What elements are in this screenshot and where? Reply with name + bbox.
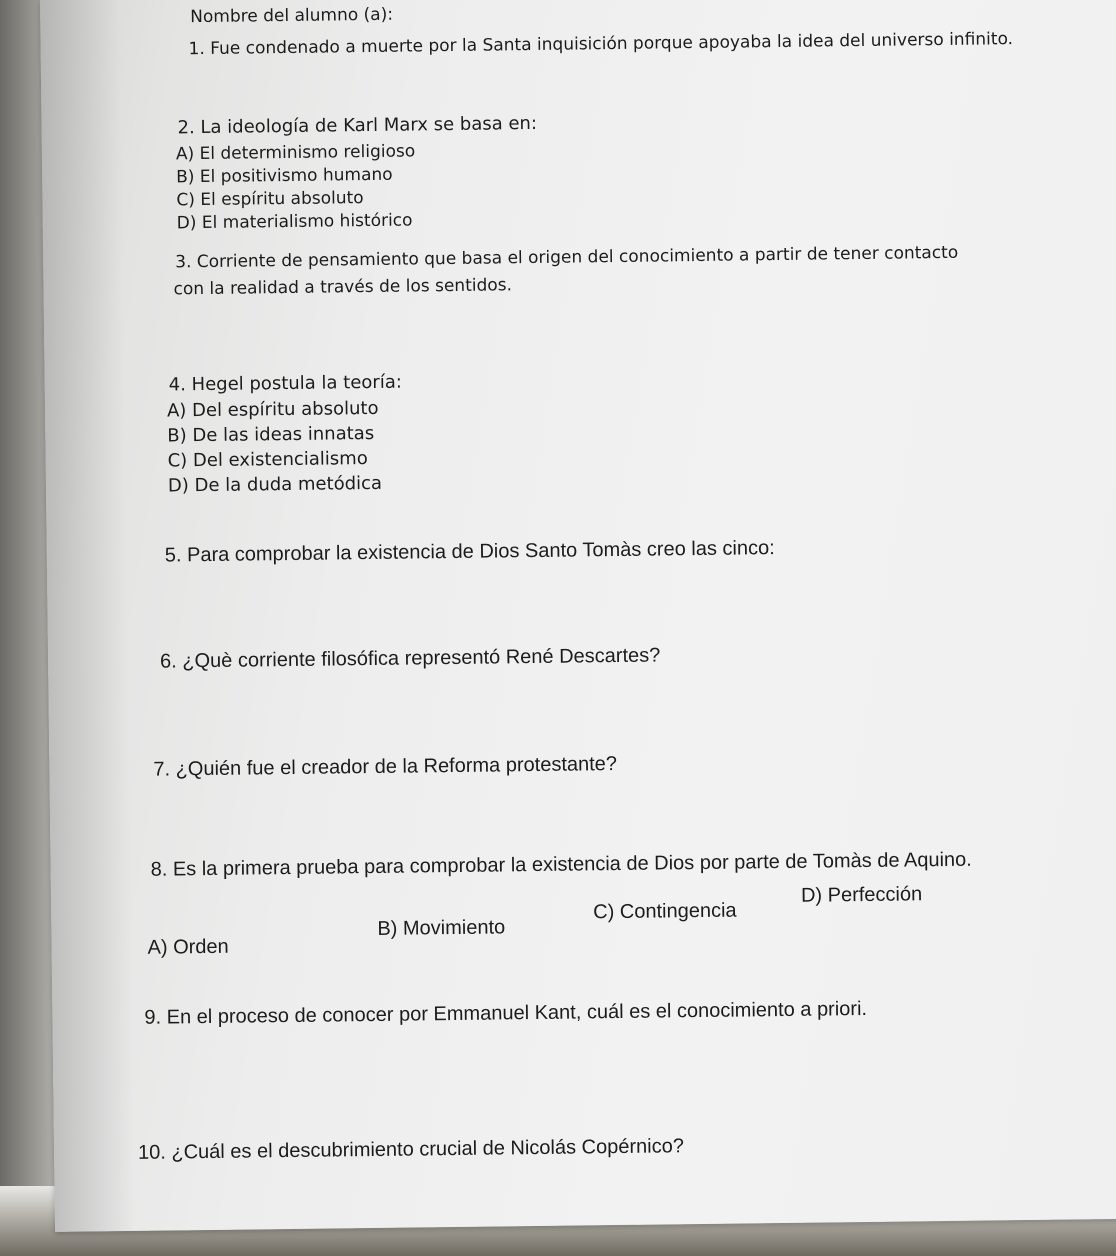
exam-sheet [40, 0, 1116, 1232]
question-10: 10. ¿Cuál es el descubrimiento crucial de Nicolás Copérnico? [137, 1135, 685, 1164]
question-8: 8. Es la primera prueba para comprobar la existencia de Dios por parte de Tomàs de Aquino. [150, 848, 972, 881]
question-2-option-c: C) El espíritu absoluto [176, 188, 364, 211]
question-4-option-c: C) Del existencialismo [167, 448, 368, 472]
question-6: 6. ¿Què corriente filosófica representó René Descartes? [159, 644, 661, 673]
question-8-option-c: C) Contingencia [593, 899, 737, 924]
student-name-label: Nombre del alumno (a): [190, 4, 394, 28]
question-2-option-d: D) El materialismo histórico [176, 210, 413, 234]
question-9: 9. En el proceso de conocer por Emmanuel Kant, cuál es el conocimiento a priori. [144, 997, 868, 1029]
question-4-option-d: D) De la duda metódica [167, 472, 383, 497]
question-8-option-a: A) Orden [147, 935, 229, 959]
question-7: 7. ¿Quién fue el creador de la Reforma protestante? [153, 753, 618, 781]
question-3-line-2: con la realidad a través de los sentidos. [173, 275, 513, 300]
question-1: 1. Fue condenado a muerte por la Santa inquisición porque apoyaba la idea del universo infinito. [188, 29, 1014, 60]
question-4-option-a: A) Del espíritu absoluto [166, 397, 379, 422]
question-5: 5. Para comprobar la existencia de Dios Santo Tomàs creo las cinco: [164, 537, 775, 567]
question-4: 4. Hegel postula la teoría: [168, 371, 402, 396]
question-8-option-d: D) Perfección [800, 883, 923, 907]
question-8-option-b: B) Movimiento [377, 916, 506, 940]
question-2-option-b: B) El positivismo humano [176, 164, 393, 188]
question-3-line-1: 3. Corriente de pensamiento que basa el origen del conocimiento a partir de tener contacto [175, 242, 959, 273]
question-2-option-a: A) El determinismo religioso [175, 141, 416, 165]
page-shadow [40, 0, 135, 1232]
question-4-option-b: B) De las ideas innatas [167, 422, 375, 447]
question-2: 2. La ideología de Karl Marx se basa en: [177, 112, 538, 139]
